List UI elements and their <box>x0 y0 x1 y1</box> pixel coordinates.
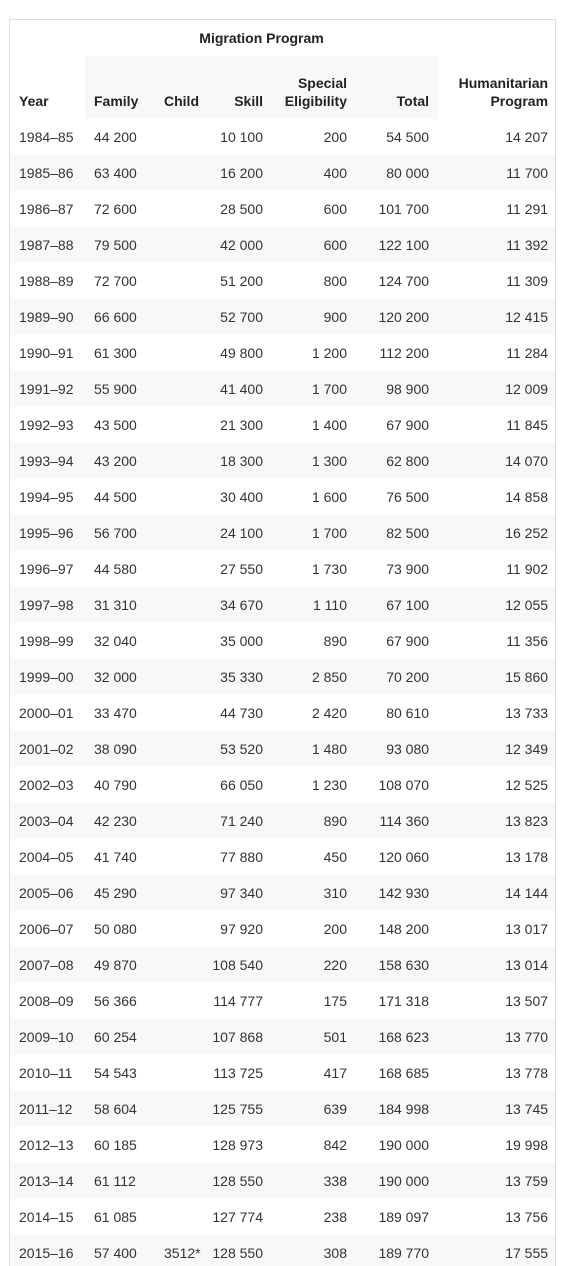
cell-year: 2013–14 <box>10 1163 85 1199</box>
cell-special-eligibility: 220 <box>272 947 356 983</box>
column-header-skill: Skill <box>200 56 272 119</box>
cell-humanitarian: 11 291 <box>506 201 549 217</box>
cell-special-eligibility: 842 <box>323 1137 347 1153</box>
cell-total: 80 000 <box>356 155 438 191</box>
cell-child <box>155 1127 200 1163</box>
cell-family: 61 300 <box>94 345 137 361</box>
cell-family: 79 500 <box>85 227 155 263</box>
cell-skill: 53 520 <box>200 731 272 767</box>
cell-year: 2005–06 <box>10 875 85 911</box>
cell-special-eligibility: 1 700 <box>272 371 356 407</box>
cell-year: 1990–91 <box>19 345 74 361</box>
cell-child <box>155 335 200 371</box>
cell-child <box>155 299 200 335</box>
cell-special-eligibility: 200 <box>323 129 347 145</box>
cell-special-eligibility: 800 <box>323 273 347 289</box>
cell-special-eligibility: 1 400 <box>311 417 347 433</box>
cell-child <box>155 227 200 263</box>
cell-family: 72 700 <box>94 273 137 289</box>
column-header-special-eligibility: Special Eligibility <box>272 56 356 119</box>
cell-humanitarian: 13 178 <box>505 849 549 865</box>
cell-special-eligibility: 400 <box>272 155 356 191</box>
cell-family: 63 400 <box>85 155 155 191</box>
cell-skill: 10 100 <box>220 129 263 145</box>
cell-skill: 128 973 <box>212 1137 263 1153</box>
cell-year: 1992–93 <box>19 417 74 433</box>
cell-family: 50 080 <box>94 921 137 937</box>
cell-family: 57 400 <box>85 1235 155 1266</box>
cell-family: 56 366 <box>94 993 137 1009</box>
cell-child <box>155 551 200 587</box>
cell-humanitarian: 13 745 <box>438 1091 556 1127</box>
cell-year: 1999–00 <box>10 659 85 695</box>
cell-skill: 42 000 <box>200 227 272 263</box>
cell-skill: 24 100 <box>200 515 272 551</box>
cell-skill: 30 400 <box>220 489 263 505</box>
cell-year: 2001–02 <box>10 731 85 767</box>
cell-total: 189 770 <box>356 1235 438 1266</box>
cell-skill: 21 300 <box>220 417 263 433</box>
cell-child <box>155 515 200 551</box>
cell-child <box>155 191 200 227</box>
cell-special-eligibility: 1 480 <box>272 731 356 767</box>
table-row <box>10 1127 556 1163</box>
cell-humanitarian: 14 070 <box>438 443 556 479</box>
cell-total: 112 200 <box>379 345 430 361</box>
cell-humanitarian: 12 055 <box>438 587 556 623</box>
cell-family: 45 290 <box>85 875 155 911</box>
cell-humanitarian: 13 733 <box>505 705 549 721</box>
cell-humanitarian: 13 770 <box>438 1019 556 1055</box>
cell-skill: 34 670 <box>200 587 272 623</box>
cell-special-eligibility: 900 <box>272 299 356 335</box>
cell-special-eligibility: 338 <box>272 1163 356 1199</box>
cell-skill: 77 880 <box>220 849 263 865</box>
cell-family: 32 040 <box>94 633 137 649</box>
table-row <box>10 1019 556 1055</box>
cell-total: 70 200 <box>356 659 438 695</box>
table-row <box>10 1199 556 1235</box>
cell-total: 67 900 <box>386 417 430 433</box>
cell-total: 142 930 <box>356 875 438 911</box>
table-row <box>10 767 556 803</box>
cell-child <box>155 443 200 479</box>
cell-family: 56 700 <box>85 515 155 551</box>
cell-humanitarian: 17 555 <box>438 1235 556 1266</box>
cell-total: 62 800 <box>356 443 438 479</box>
cell-year: 2006–07 <box>19 921 74 937</box>
cell-year: 2010–11 <box>19 1065 73 1081</box>
cell-year: 1996–97 <box>19 561 74 577</box>
column-header-child: Child <box>155 56 200 119</box>
cell-child <box>155 695 200 731</box>
table-row <box>10 479 556 515</box>
cell-year: 1998–99 <box>19 633 74 649</box>
table-row <box>10 1091 556 1127</box>
cell-humanitarian: 19 998 <box>505 1137 549 1153</box>
cell-year: 1988–89 <box>19 273 74 289</box>
cell-child <box>155 587 200 623</box>
cell-family: 42 230 <box>85 803 155 839</box>
cell-skill: 35 000 <box>220 633 263 649</box>
cell-child <box>155 623 200 659</box>
table-row <box>10 155 556 191</box>
cell-special-eligibility: 1 230 <box>311 777 347 793</box>
cell-skill: 18 300 <box>200 443 272 479</box>
cell-special-eligibility: 1 730 <box>311 561 347 577</box>
cell-year: 1985–86 <box>10 155 85 191</box>
cell-humanitarian: 13 756 <box>505 1209 549 1225</box>
cell-humanitarian: 12 525 <box>505 777 549 793</box>
cell-year: 1986–87 <box>19 201 74 217</box>
cell-total: 76 500 <box>386 489 430 505</box>
cell-family: 32 000 <box>85 659 155 695</box>
cell-humanitarian: 13 778 <box>505 1065 549 1081</box>
cell-child <box>155 155 200 191</box>
cell-child <box>155 1199 200 1235</box>
cell-humanitarian: 14 207 <box>505 129 549 145</box>
cell-special-eligibility: 310 <box>272 875 356 911</box>
cell-skill: 66 050 <box>220 777 263 793</box>
cell-total: 120 060 <box>378 849 430 865</box>
table-row <box>10 119 556 155</box>
cell-special-eligibility: 1 200 <box>311 345 347 361</box>
cell-total: 190 000 <box>378 1137 430 1153</box>
cell-special-eligibility: 639 <box>272 1091 356 1127</box>
table-row <box>10 947 556 983</box>
group-header-row <box>10 20 556 56</box>
cell-humanitarian: 14 858 <box>505 489 549 505</box>
cell-humanitarian: 11 392 <box>438 227 556 263</box>
cell-child <box>155 1019 200 1055</box>
cell-child <box>155 875 200 911</box>
cell-family: 55 900 <box>85 371 155 407</box>
cell-total: 101 700 <box>378 201 430 217</box>
table-row <box>10 515 556 551</box>
cell-special-eligibility: 175 <box>323 993 347 1009</box>
cell-total: 168 685 <box>378 1065 430 1081</box>
table-row <box>10 443 556 479</box>
cell-year: 1994–95 <box>19 489 74 505</box>
cell-skill: 35 330 <box>200 659 272 695</box>
cell-special-eligibility: 238 <box>323 1209 347 1225</box>
cell-skill: 107 868 <box>200 1019 272 1055</box>
cell-child <box>155 839 200 875</box>
table-row <box>10 227 556 263</box>
cell-humanitarian: 11 902 <box>506 561 549 577</box>
cell-family: 33 470 <box>94 705 137 721</box>
cell-child <box>155 1055 200 1091</box>
cell-year: 2002–03 <box>19 777 74 793</box>
cell-total: 67 100 <box>356 587 438 623</box>
cell-total: 190 000 <box>356 1163 438 1199</box>
table-row <box>10 551 556 587</box>
cell-total: 171 318 <box>378 993 430 1009</box>
cell-special-eligibility: 200 <box>323 921 347 937</box>
cell-family: 61 112 <box>85 1163 155 1199</box>
group-header-migration-program: Migration Program <box>199 30 324 46</box>
table-row <box>10 911 556 947</box>
table-row <box>10 587 556 623</box>
cell-humanitarian: 11 700 <box>438 155 556 191</box>
cell-total: 67 900 <box>386 633 430 649</box>
cell-child <box>155 911 200 947</box>
cell-year: 2007–08 <box>10 947 85 983</box>
cell-year: 2015–16 <box>10 1235 85 1266</box>
cell-skill: 128 550 <box>200 1235 272 1266</box>
cell-humanitarian: 14 144 <box>438 875 556 911</box>
group-header-spacer-right <box>438 20 556 56</box>
cell-special-eligibility: 2 420 <box>311 705 347 721</box>
cell-humanitarian: 13 823 <box>438 803 556 839</box>
column-header-total: Total <box>356 56 438 119</box>
cell-special-eligibility: 2 850 <box>272 659 356 695</box>
cell-family: 66 600 <box>85 299 155 335</box>
table-row <box>10 299 556 335</box>
cell-skill: 27 550 <box>220 561 263 577</box>
cell-special-eligibility: 417 <box>323 1065 347 1081</box>
migration-table-container <box>9 19 556 1266</box>
cell-child <box>155 1163 200 1199</box>
cell-child <box>155 659 200 695</box>
cell-skill: 114 777 <box>213 993 263 1009</box>
cell-special-eligibility: 600 <box>272 227 356 263</box>
table-row <box>10 1055 556 1091</box>
table-row <box>10 983 556 1019</box>
cell-family: 72 600 <box>94 201 137 217</box>
cell-humanitarian: 12 415 <box>438 299 556 335</box>
cell-family: 44 500 <box>94 489 137 505</box>
cell-child <box>155 1091 200 1127</box>
cell-humanitarian: 13 507 <box>505 993 549 1009</box>
cell-skill: 49 800 <box>220 345 263 361</box>
cell-year: 2009–10 <box>10 1019 85 1055</box>
cell-skill: 41 400 <box>200 371 272 407</box>
cell-year: 2003–04 <box>10 803 85 839</box>
cell-humanitarian: 16 252 <box>438 515 556 551</box>
table-row <box>10 875 556 911</box>
cell-total: 73 900 <box>386 561 430 577</box>
cell-total: 114 360 <box>356 803 438 839</box>
cell-year: 2011–12 <box>10 1091 85 1127</box>
cell-year: 2014–15 <box>19 1209 74 1225</box>
cell-humanitarian: 13 017 <box>505 921 549 937</box>
cell-family: 40 790 <box>94 777 137 793</box>
cell-child <box>155 371 200 407</box>
cell-special-eligibility: 600 <box>323 201 347 217</box>
cell-special-eligibility: 1 700 <box>272 515 356 551</box>
cell-total: 158 630 <box>356 947 438 983</box>
cell-child <box>155 407 200 443</box>
cell-year: 1989–90 <box>10 299 85 335</box>
table-row <box>10 803 556 839</box>
cell-family: 54 543 <box>94 1065 137 1081</box>
cell-skill: 128 550 <box>200 1163 272 1199</box>
column-header-family: Family <box>85 56 155 119</box>
cell-skill: 28 500 <box>220 201 263 217</box>
cell-family: 58 604 <box>85 1091 155 1127</box>
table-row <box>10 263 556 299</box>
cell-year: 2008–09 <box>19 993 74 1009</box>
cell-child <box>155 767 200 803</box>
cell-special-eligibility: 1 600 <box>311 489 347 505</box>
cell-year: 2000–01 <box>19 705 74 721</box>
cell-skill: 44 730 <box>220 705 263 721</box>
cell-humanitarian: 12 009 <box>438 371 556 407</box>
table-row <box>10 1163 556 1199</box>
cell-child <box>155 263 200 299</box>
column-header-humanitarian-program: Humanitarian Program <box>458 75 549 109</box>
cell-total: 80 610 <box>386 705 430 721</box>
cell-year: 2004–05 <box>19 849 74 865</box>
cell-year: 1984–85 <box>19 129 74 145</box>
cell-total: 184 998 <box>356 1091 438 1127</box>
cell-humanitarian: 12 349 <box>438 731 556 767</box>
cell-humanitarian: 15 860 <box>438 659 556 695</box>
cell-humanitarian: 11 309 <box>506 273 549 289</box>
cell-humanitarian: 13 014 <box>438 947 556 983</box>
cell-special-eligibility: 501 <box>272 1019 356 1055</box>
cell-family: 31 310 <box>85 587 155 623</box>
cell-family: 60 254 <box>85 1019 155 1055</box>
cell-total: 54 500 <box>386 129 430 145</box>
table-row <box>10 659 556 695</box>
cell-family: 60 185 <box>94 1137 137 1153</box>
cell-humanitarian: 11 845 <box>506 417 549 433</box>
cell-family: 43 200 <box>85 443 155 479</box>
cell-child <box>155 479 200 515</box>
cell-special-eligibility: 890 <box>272 803 356 839</box>
cell-total: 124 700 <box>378 273 430 289</box>
cell-family: 41 740 <box>94 849 137 865</box>
cell-special-eligibility: 1 110 <box>272 587 356 623</box>
cell-family: 44 200 <box>94 129 137 145</box>
cell-skill: 127 774 <box>212 1209 263 1225</box>
cell-total: 189 097 <box>378 1209 430 1225</box>
table-row <box>10 623 556 659</box>
cell-special-eligibility: 1 300 <box>272 443 356 479</box>
cell-skill: 52 700 <box>200 299 272 335</box>
cell-skill: 71 240 <box>200 803 272 839</box>
cell-child <box>155 947 200 983</box>
cell-skill: 97 340 <box>200 875 272 911</box>
cell-year: 1991–92 <box>10 371 85 407</box>
group-header-spacer <box>10 20 85 56</box>
cell-humanitarian: 11 356 <box>506 633 549 649</box>
cell-skill: 97 920 <box>220 921 263 937</box>
cell-family: 49 870 <box>85 947 155 983</box>
cell-year: 1997–98 <box>10 587 85 623</box>
table-body <box>10 119 556 1266</box>
cell-total: 82 500 <box>356 515 438 551</box>
cell-skill: 16 200 <box>200 155 272 191</box>
cell-skill: 51 200 <box>220 273 263 289</box>
cell-year: 1987–88 <box>10 227 85 263</box>
cell-year: 1993–94 <box>10 443 85 479</box>
cell-humanitarian: 11 284 <box>506 345 549 361</box>
table-row <box>10 731 556 767</box>
cell-family: 43 500 <box>94 417 137 433</box>
cell-skill: 125 755 <box>200 1091 272 1127</box>
cell-child <box>155 119 200 155</box>
cell-skill: 108 540 <box>200 947 272 983</box>
cell-child <box>155 983 200 1019</box>
cell-skill: 113 725 <box>213 1065 263 1081</box>
cell-year: 2012–13 <box>19 1137 74 1153</box>
cell-total: 98 900 <box>356 371 438 407</box>
table-row <box>10 839 556 875</box>
cell-child <box>155 731 200 767</box>
cell-family: 44 580 <box>94 561 137 577</box>
cell-total: 93 080 <box>356 731 438 767</box>
cell-total: 120 200 <box>356 299 438 335</box>
table-row <box>10 335 556 371</box>
table-row <box>10 407 556 443</box>
cell-special-eligibility: 308 <box>272 1235 356 1266</box>
column-header-row <box>10 56 556 119</box>
cell-humanitarian: 13 759 <box>438 1163 556 1199</box>
migration-table <box>10 20 556 1266</box>
column-header-year: Year <box>19 93 49 109</box>
table-row <box>10 695 556 731</box>
cell-family: 61 085 <box>94 1209 137 1225</box>
cell-child <box>155 803 200 839</box>
table-row <box>10 1235 556 1266</box>
cell-total: 108 070 <box>378 777 430 793</box>
table-row <box>10 371 556 407</box>
cell-total: 122 100 <box>356 227 438 263</box>
cell-child: 3512* <box>155 1235 200 1266</box>
table-row <box>10 191 556 227</box>
cell-year: 1995–96 <box>10 515 85 551</box>
cell-total: 168 623 <box>356 1019 438 1055</box>
cell-family: 38 090 <box>85 731 155 767</box>
cell-special-eligibility: 450 <box>323 849 347 865</box>
cell-total: 148 200 <box>378 921 430 937</box>
cell-special-eligibility: 890 <box>323 633 347 649</box>
